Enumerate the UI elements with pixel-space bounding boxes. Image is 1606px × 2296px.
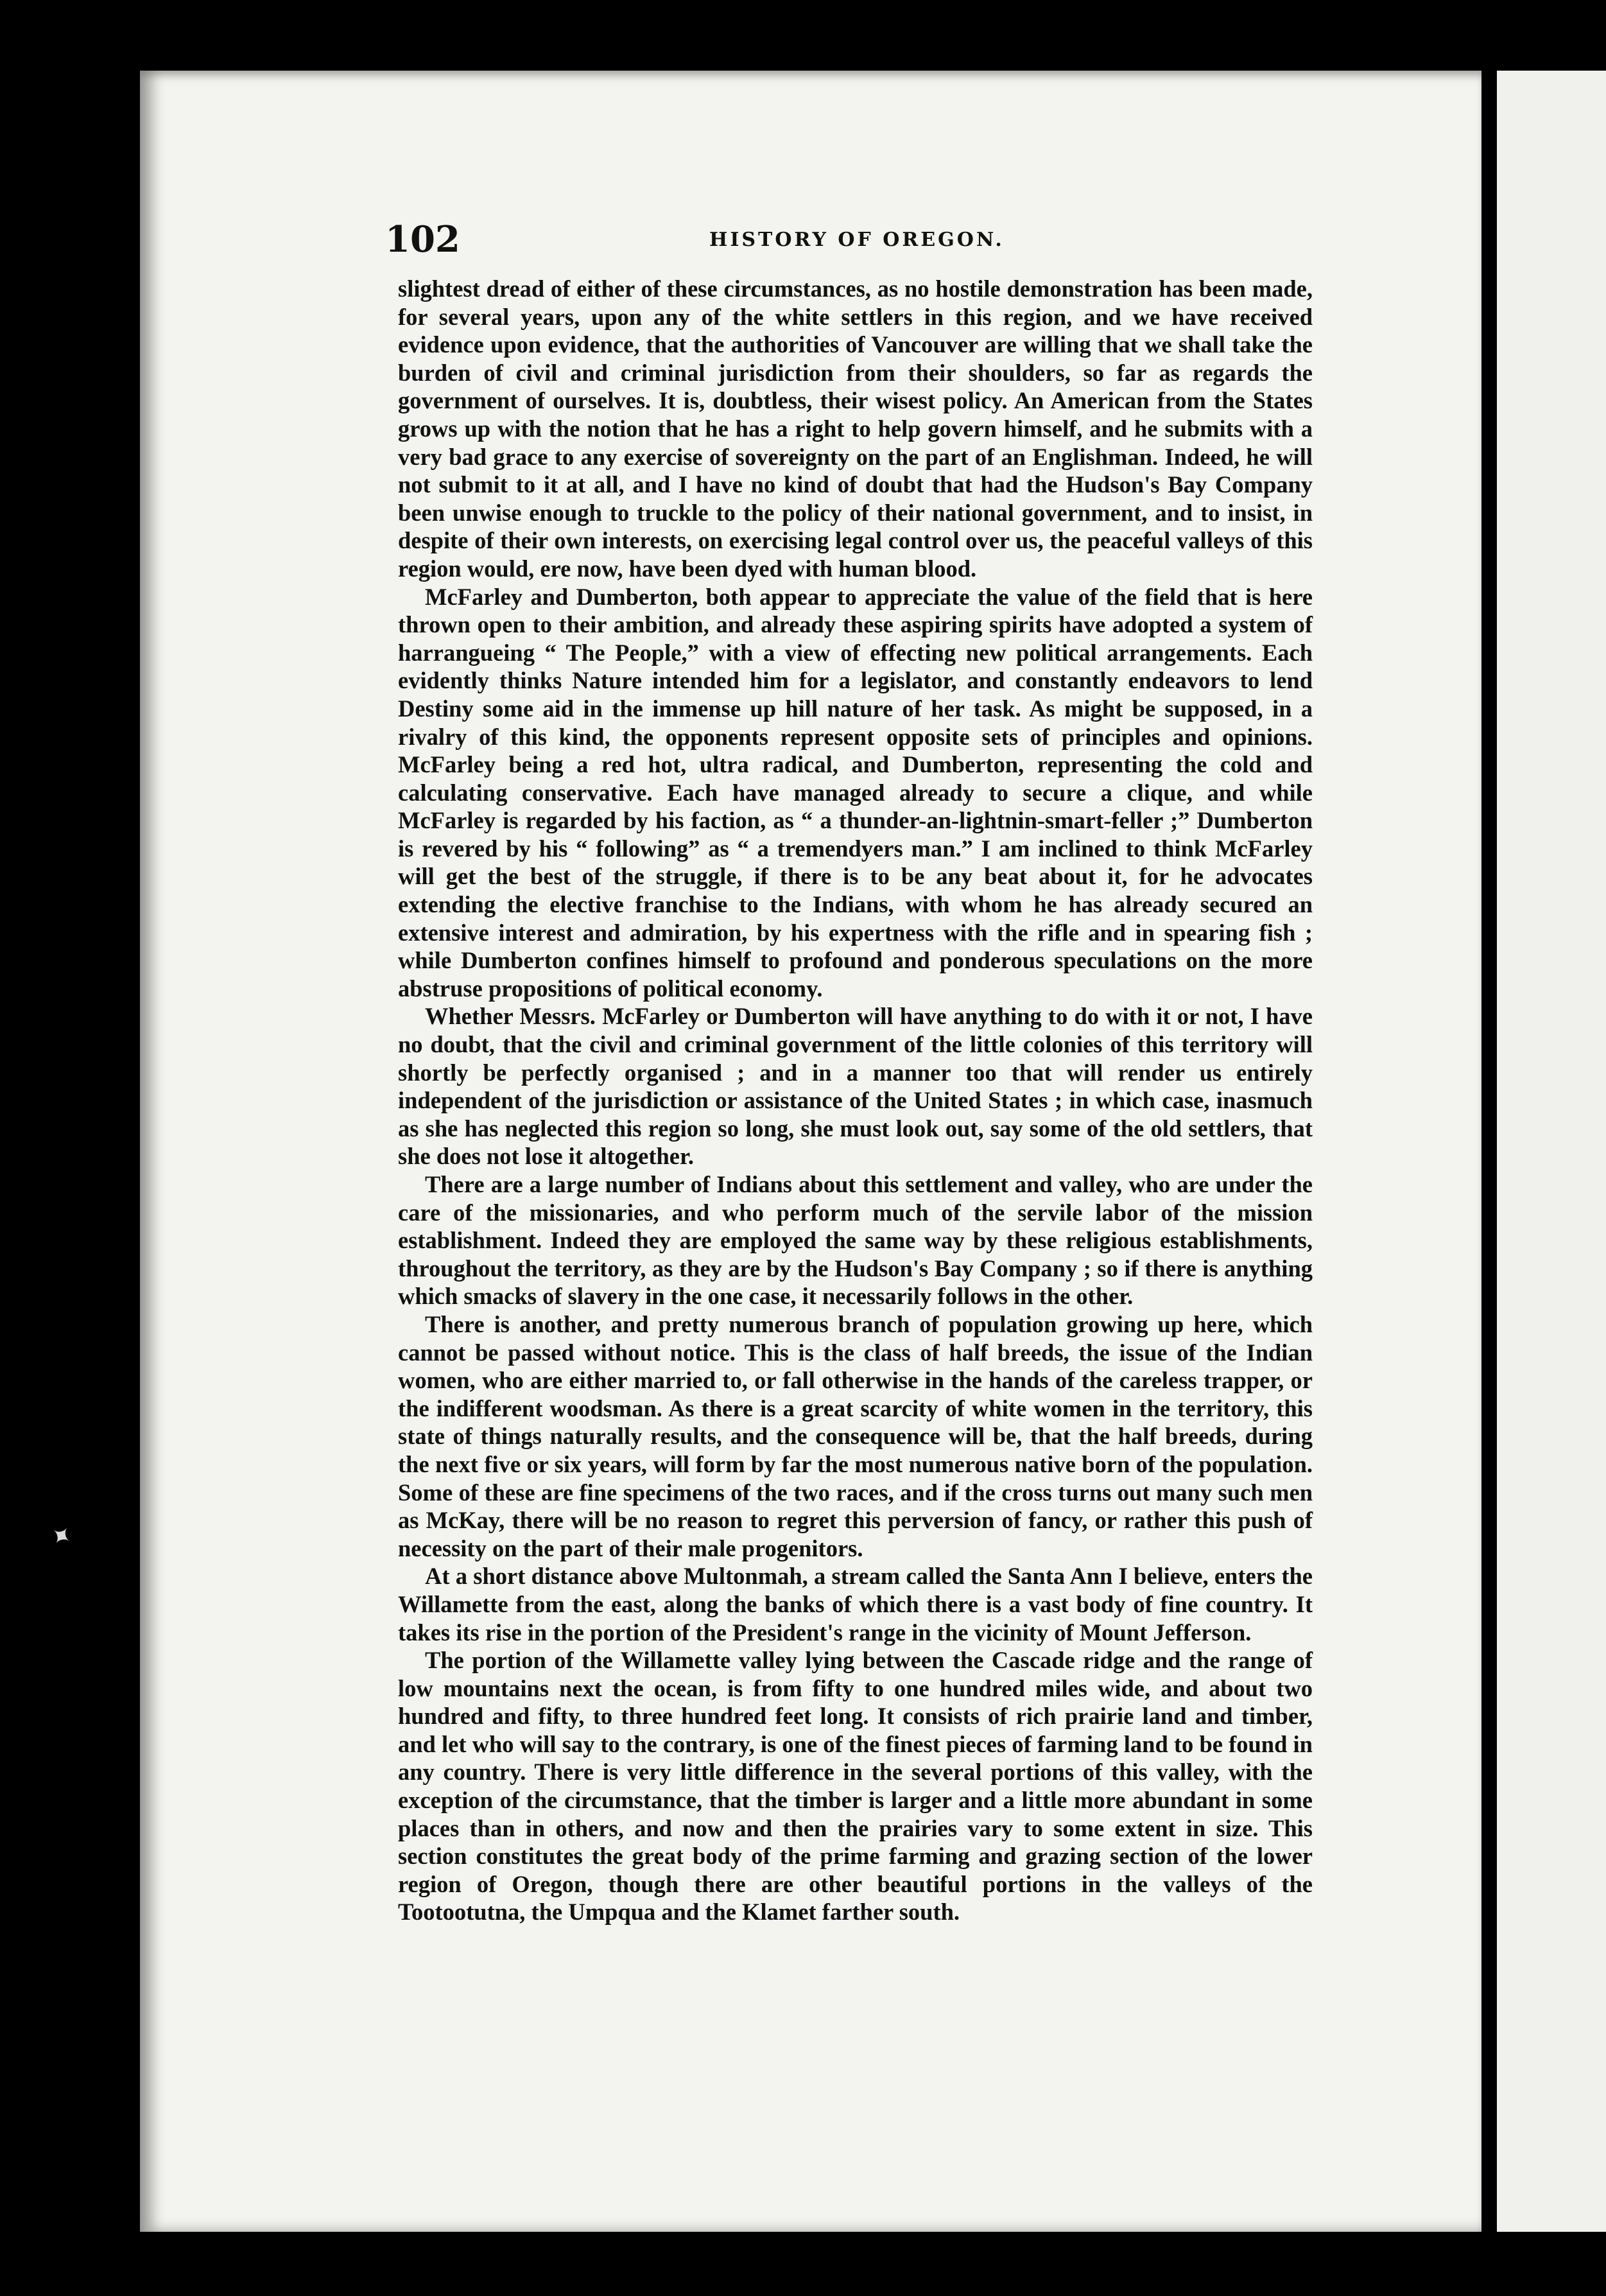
page-number: 102 — [385, 218, 460, 261]
paragraph: There is another, and pretty numerous branch of population growing up here, which cannot be passed without notice. This is the class of half breeds, the issue of the Indian women, who are either married to, or fall otherwise in the hands of the careless trapper, or the indifferent woodsman. As there is a great scarcity of white women in the territory, this state of things naturally results, and the consequence will be, that the half breeds, during the next five or six years, will form by far the most numerous native born of the population. Some of these are fine specimens of the two races, and if the cross turns out many such men as McKay, there will be no reason to regret this perversion of fancy, or rather this push of necessity on the part of their male progenitors. — [398, 1310, 1313, 1561]
paragraph: slightest dread of either of these circumstances, as no hostile demonstration has been made, for several years, upon any of the white settlers in this region, and we have received evidence upon evidence, that the authorities of Vancouver are willing that we shall take the burden of civil and criminal jurisdiction from their shoulders, so far as regards the government of ourselves. It is, doubtless, their wisest policy. An American from the States grows up with the notion that he has a right to help govern himself, and he submits with a very bad grace to any exercise of sovereignty on the part of an Englishman. Indeed, he will not submit to it at all, and I have no kind of doubt that had the Hudson's Bay Company been unwise enough to truckle to the policy of their national government, and to insist, in despite of their own interests, on exercising legal control over us, the peaceful valleys of this region would, ere now, have been dyed with human blood. — [398, 275, 1313, 582]
page-gutter — [1488, 71, 1497, 2232]
paragraph: McFarley and Dumberton, both appear to appreciate the value of the field that is here thrown open to their ambition, and already these aspiring spirits have adopted a system of harrangueing “ The People,” with a view of effecting new political arrangements. Each evidently thinks Nature intended him for a legislator, and constantly endeavors to lend Destiny some aid in the immense up hill nature of her task. As might be supposed, in a rivalry of this kind, the opponents represent opposite sets of principles and opinions. McFarley being a red hot, ultra radical, and Dumberton, representing the cold and calculating conservative. Each have managed already to secure a clique, and while McFarley is regarded by his faction, as “ a thunder-an-lightnin-smart-feller ;” Dumberton is revered by his “ following” as “ a tremendyers man.” I am inclined to think McFarley will get the best of the struggle, if there is to be any beat about it, for he advocates extending the elective franchise to the Indians, with whom he has already secured an extensive interest and admiration, by his expertness with the rifle and in spearing fish ; while Dumberton confines himself to profound and ponderous speculations on the more abstruse propositions of political economy. — [398, 583, 1313, 1002]
running-head: HISTORY OF OREGON. — [709, 229, 1005, 251]
paragraph: There are a large number of Indians about this settlement and valley, who are under the care of the missionaries, and who perform much of the servile labor of the mission establishment. Indeed they are employed the same way by these religious establishments, throughout the territory, as they are by the Hudson's Bay Company ; so if there is anything which smacks of slavery in the one case, it necessarily follows in the other. — [398, 1171, 1313, 1310]
paragraph: The portion of the Willamette valley lying between the Cascade ridge and the range of low mountains next the ocean, is from fifty to one hundred miles wide, and about two hundred and fifty, to three hundred feet long. It consists of rich prairie land and timber, and let who will say to the contrary, is one of the finest pieces of farming land to be found in any country. There is very little difference in the several portions of this valley, with the exception of the circumstance, that the timber is larger and a little more abundant in some places than in others, and now and then the prairies vary to some extent in size. This section constitutes the great body of the prime farming and grazing section of the lower region of Oregon, though there are other beautiful portions in the valleys of the Tootootutna, the Umpqua and the Klamet farther south. — [398, 1647, 1313, 1926]
page-header — [385, 218, 1335, 270]
body-text — [398, 275, 1313, 1926]
paragraph: At a short distance above Multonmah, a stream called the Santa Ann I believe, enters the Willamette from the east, along the banks of which there is a vast body of fine country. It takes its rise in the portion of the President's range in the vicinity of Mount Jefferson. — [398, 1563, 1313, 1646]
paragraph: Whether Messrs. McFarley or Dumberton will have anything to do with it or not, I have no doubt, that the civil and criminal government of the little colonies of this territory will shortly be perfectly organised ; and in a manner too that will render us entirely independent of the jurisdiction or assistance of the United States ; in which case, inasmuch as she has neglected this region so long, she must look out, say some of the old settlers, that she does not lose it altogether. — [398, 1003, 1313, 1170]
facing-page-edge — [1497, 71, 1606, 2232]
page-blemish-icon: ✦ — [43, 1518, 78, 1555]
